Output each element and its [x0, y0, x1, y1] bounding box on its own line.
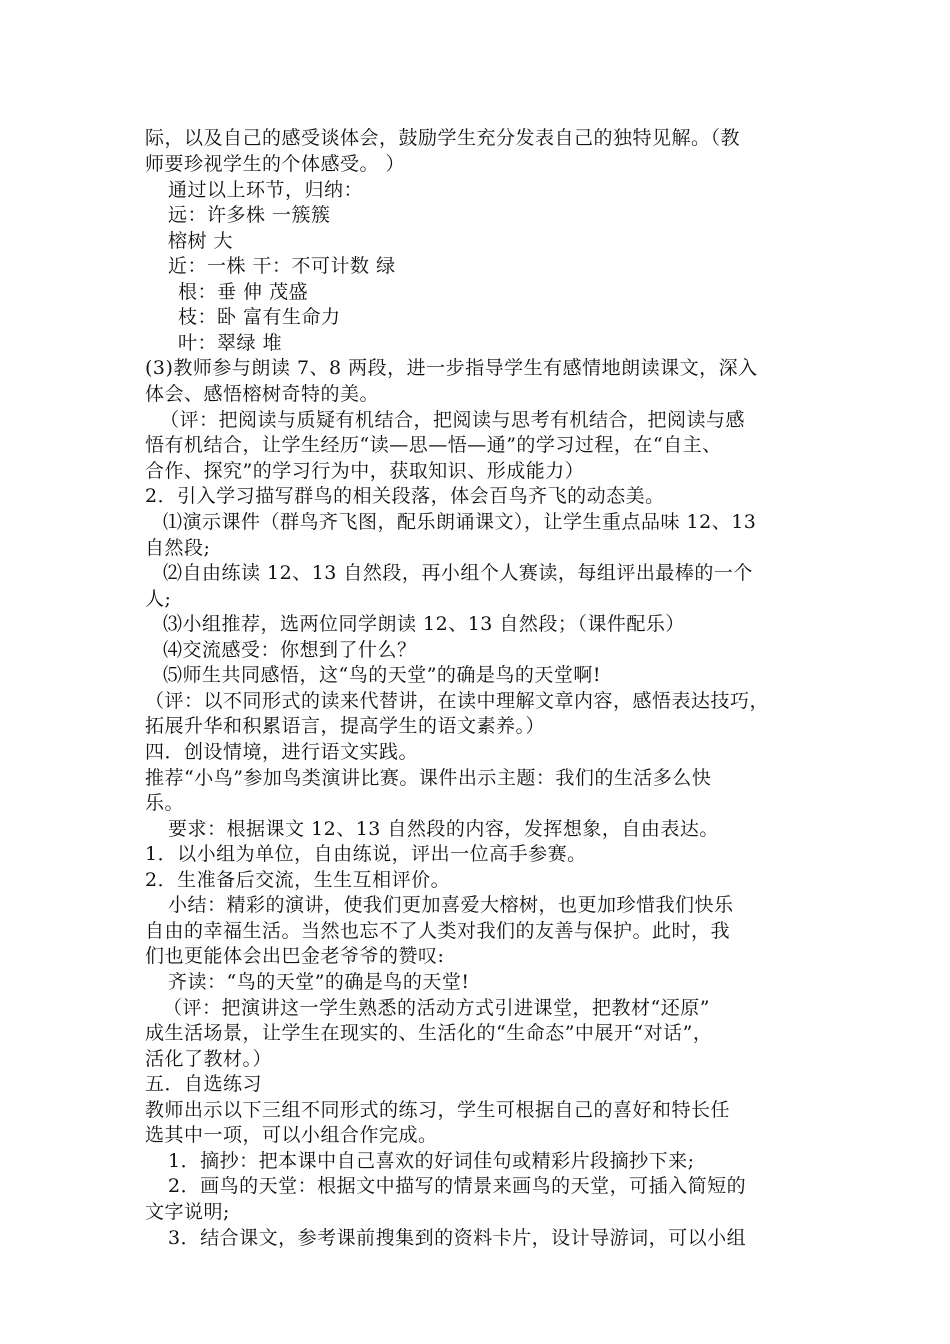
text-line: 成生活场景，让学生在现实的、生活化的“生命态”中展开“对话”，	[145, 1022, 713, 1044]
text-line: 活化了教材。）	[145, 1048, 273, 1070]
text-line: 四．创设情境，进行语文实践。	[145, 741, 419, 763]
text-line: 1．摘抄：把本课中自己喜欢的好词佳句或精彩片段摘抄下来;	[168, 1150, 695, 1172]
text-line: 近：一株 干：不可计数 绿	[168, 255, 396, 277]
text-line: 师要珍视学生的个体感受。 ）	[145, 153, 406, 175]
text-line: 根：垂 伸 茂盛	[178, 281, 309, 303]
text-line: 们也更能体会出巴金老爷爷的赞叹:	[145, 945, 445, 967]
text-line: 叶：翠绿 堆	[178, 332, 283, 354]
text-line: 文字说明;	[145, 1201, 230, 1223]
text-line: 悟有机结合，让学生经历“读—思—悟—通”的学习过程，在“自主、	[145, 434, 722, 456]
text-line: 选其中一项，可以小组合作完成。	[145, 1124, 438, 1146]
text-line: 远：许多株 一簇簇	[168, 204, 331, 226]
text-line: 1．以小组为单位，自由练说，评出一位高手参赛。	[145, 843, 587, 865]
text-line: 2．引入学习描写群鸟的相关段落，体会百鸟齐飞的动态美。	[145, 485, 665, 507]
text-line: 际，以及自己的感受谈体会，鼓励学生充分发表自己的独特见解。（教	[145, 127, 741, 149]
text-line: 自然段;	[145, 537, 211, 559]
text-line: 3．结合课文，参考课前搜集到的资料卡片，设计导游词，可以小组	[168, 1227, 747, 1249]
text-line: 2．画鸟的天堂：根据文中描写的情景来画鸟的天堂，可插入简短的	[168, 1175, 747, 1197]
text-line: 通过以上环节，归纳：	[168, 179, 364, 201]
text-line: （评：把阅读与质疑有机结合，把阅读与思考有机结合，把阅读与感	[160, 409, 746, 431]
text-line: 体会、感悟榕树奇特的美。	[145, 383, 380, 405]
text-line: 乐。	[145, 792, 185, 814]
text-line: 要求：根据课文 12、13 自然段的内容，发挥想象，自由表达。	[168, 818, 719, 840]
text-line: 枝：卧 富有生命力	[178, 306, 341, 328]
text-line: 自由的幸福生活。当然也忘不了人类对我们的友善与保护。此时，我	[145, 920, 731, 942]
text-line: ⑸师生共同感悟，这“鸟的天堂”的确是鸟的天堂啊!	[163, 664, 602, 686]
text-line: ⑷交流感受：你想到了什么？	[163, 639, 417, 661]
text-line: 榕树 大	[168, 230, 234, 252]
text-line: (3)教师参与朗读 7、8 两段，进一步指导学生有感情地朗读课文，深入	[145, 357, 758, 379]
text-line: ⑶小组推荐，选两位同学朗读 12、13 自然段；（课件配乐）	[163, 613, 685, 635]
text-line: 齐读：“鸟的天堂”的确是鸟的天堂!	[168, 971, 470, 993]
text-line: 推荐“小鸟”参加鸟类演讲比赛。课件出示主题：我们的生活多么快	[145, 767, 712, 789]
text-line: 合作、探究”的学习行为中，获取知识、形成能力）	[145, 460, 585, 482]
text-line: （评：把演讲这一学生熟悉的活动方式引进课堂，把教材“还原”	[163, 997, 710, 1019]
text-line: ⑵自由练读 12、13 自然段，再小组个人赛读，每组评出最棒的一个	[163, 562, 753, 584]
text-line: （评：以不同形式的读来代替讲，在读中理解文章内容，感悟表达技巧，	[145, 690, 770, 712]
text-line: 教师出示以下三组不同形式的练习，学生可根据自己的喜好和特长任	[145, 1099, 731, 1121]
text-line: 2．生准备后交流，生生互相评价。	[145, 869, 451, 891]
text-line: 拓展升华和积累语言，提高学生的语文素养。）	[145, 715, 546, 737]
text-line: 五．自选练习	[145, 1073, 263, 1095]
text-line: ⑴演示课件（群鸟齐飞图，配乐朗诵课文），让学生重点品味 12、13	[163, 511, 757, 533]
text-line: 小结：精彩的演讲，使我们更加喜爱大榕树，也更加珍惜我们快乐	[168, 894, 734, 916]
text-line: 人;	[145, 588, 172, 610]
